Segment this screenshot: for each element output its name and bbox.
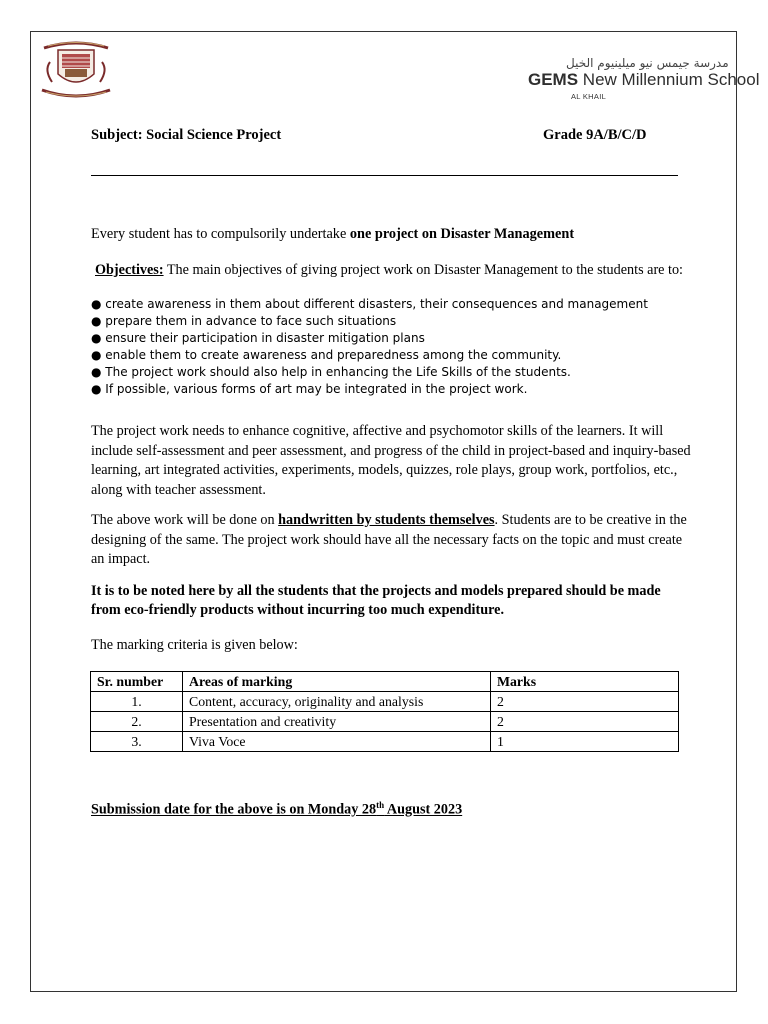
list-item: ● The project work should also help in enhancing the Life Skills of the students. (91, 365, 571, 379)
list-item: ● enable them to create awareness and preparedness among the community. (91, 348, 562, 362)
logo-brand: GEMS (528, 70, 579, 89)
objectives-paragraph (91, 262, 691, 279)
header-marks: Marks (491, 672, 679, 692)
cell-marks: 1 (491, 732, 679, 752)
header-sr-number: Sr. number (91, 672, 183, 692)
list-item: ● create awareness in them about different disasters, their consequences and management (91, 297, 648, 311)
submission-sup: th (376, 800, 385, 810)
cell-area: Viva Voce (183, 732, 491, 752)
submission-after: August 2023 (384, 801, 463, 818)
list-item: ● ensure their participation in disaster mitigation plans (91, 331, 425, 345)
handwritten-emphasis: handwritten by students themselves (278, 512, 495, 528)
cell-area: Presentation and creativity (183, 712, 491, 732)
subject-line: Subject: Social Science Project (91, 127, 282, 143)
logo-school-name (528, 70, 759, 90)
table-row (91, 692, 679, 712)
cell-sr: 3. (91, 732, 183, 752)
cell-area: Content, accuracy, originality and analysis (183, 692, 491, 712)
handwritten-before: The above work will be done on (91, 512, 279, 528)
header-areas: Areas of marking (183, 672, 491, 692)
logo-location: AL KHAIL (571, 92, 607, 101)
submission-date (91, 800, 462, 819)
intro-paragraph (91, 226, 691, 243)
list-item: ● prepare them in advance to face such situations (91, 314, 397, 328)
objectives-list (91, 296, 691, 398)
eco-friendly-note: It is to be noted here by all the students that the projects and models prepared should be made from eco-friendly products without incurring too much expenditure. (91, 583, 661, 618)
grade-line: Grade 9A/B/C/D (543, 127, 647, 143)
objectives-text: The main objectives of giving project work on Disaster Management to the students are to: (163, 262, 683, 278)
table-header-row (91, 672, 679, 692)
cell-sr: 1. (91, 692, 183, 712)
table-row (91, 732, 679, 752)
handwritten-paragraph (91, 511, 691, 570)
intro-text: Every student has to compulsorily undertake (91, 226, 350, 242)
intro-bold: one project on Disaster Management (349, 226, 575, 242)
cell-marks: 2 (491, 692, 679, 712)
list-item: ● If possible, various forms of art may be integrated in the project work. (91, 382, 528, 396)
cell-marks: 2 (491, 712, 679, 732)
handwritten-after: . Students are to be creative in the designing of the same. The project work should have all the necessary facts on the topic and must create an impact. (91, 512, 687, 567)
cell-sr: 2. (91, 712, 183, 732)
header-divider (91, 175, 678, 176)
submission-before: Submission date for the above is on Monday 28 (91, 801, 377, 818)
project-work-paragraph: The project work needs to enhance cognitive, affective and psychomotor skills of the learners. It will include self-assessment and peer assessment, and progress of the child in project-based and inquiry-based learning, art integrated activities, experiments, models, quizzes, role plays, group work, portfolios, etc., along with teacher assessment. (91, 423, 691, 498)
criteria-intro: The marking criteria is given below: (91, 637, 298, 653)
logo-name: New Millennium School (582, 70, 760, 89)
objectives-label: Objectives: (95, 262, 164, 278)
table-row (91, 712, 679, 732)
marking-criteria-table (90, 671, 679, 752)
school-crest-logo (38, 40, 114, 102)
logo-arabic-text: مدرسة جيمس نيو ميلينيوم الخيل (566, 56, 729, 70)
